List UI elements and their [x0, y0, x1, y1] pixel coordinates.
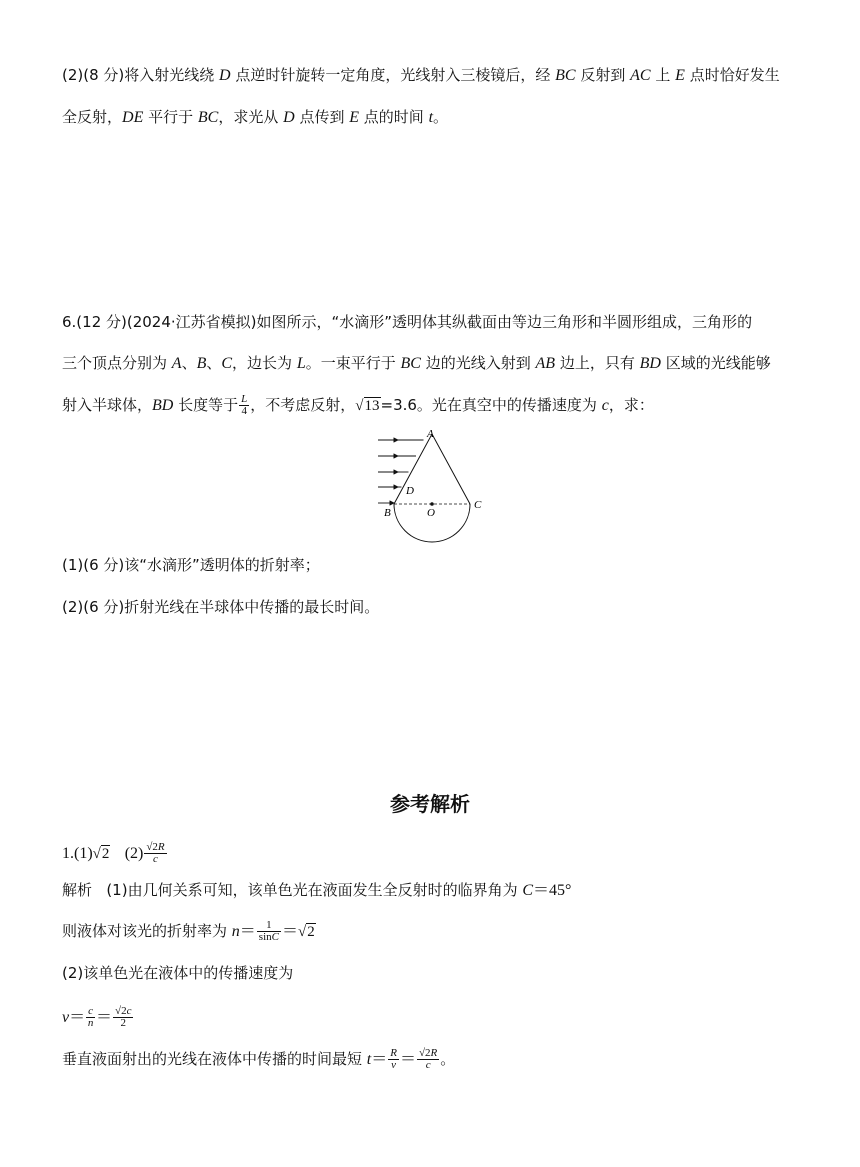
center-point [430, 502, 434, 506]
label-B: B [384, 507, 391, 519]
time-line: 垂直液面射出的光线在液体中传播的时间最短 t＝ $\frac{R}{v}=$ $\frac{√2R}{c}$。 [62, 1047, 456, 1071]
q5-part2-line1: (2)(8 分)将入射光线绕 D 点逆时针旋转一定角度，光线射入三棱镜后，经 BC 反射到 AC 上 E 点时恰好发生 [62, 66, 780, 84]
label-A: A [427, 428, 434, 440]
incident-light-rays [378, 440, 424, 503]
refractive-index-line: 则液体对该光的折射率为 n＝ $\frac{1}{\sin C}$ ＝√2 [62, 919, 315, 943]
q6-line3: 射入半球体，BD 长度等于 $\frac{L}{4}$ ，不考虑反射，√13=3.6。光在真空中的传播速度为 c，求： [62, 393, 654, 417]
q6-line1: 6.(12 分)(2024·江苏省模拟)如图所示，“水滴形”透明体其纵截面由等边三角形和半圆形组成，三角形的 [62, 313, 753, 331]
q6-sub2: (2)(6 分)折射光线在半球体中传播的最长时间。 [62, 598, 380, 616]
water-drop-figure [370, 426, 490, 544]
speed-line: (2)该单色光在液体中的传播速度为 [62, 964, 294, 982]
velocity-formula: v＝ $\frac{c}{n}=$ $\frac{√2c}{2}$ [62, 1005, 132, 1029]
label-C: C [474, 499, 482, 511]
answers-title: 参考解析 [390, 792, 470, 816]
sqrt-13: √13 [355, 398, 380, 414]
label-O: O [427, 507, 435, 519]
fraction-L-over-4: $\frac{L}{4}$ [241, 393, 248, 417]
label-D: D [406, 485, 414, 497]
jiexi-line: 解析 (1)由几何关系可知，该单色光在液面发生全反射时的临界角为 C＝45° [62, 881, 572, 899]
answer-1: 1.(1)√2 (2) $\frac{√2R}{c}$ [62, 841, 165, 865]
q6-sub1: (1)(6 分)该“水滴形”透明体的折射率； [62, 556, 320, 574]
q6-line2: 三个顶点分别为 A、B、C，边长为 L。一束平行于 BC 边的光线入射到 AB 边上，只有 BD 区域的光线能够 [62, 354, 771, 372]
q5-part2-line2: 全反射，DE 平行于 BC，求光从 D 点传到 E 点的时间 t。 [62, 108, 449, 126]
